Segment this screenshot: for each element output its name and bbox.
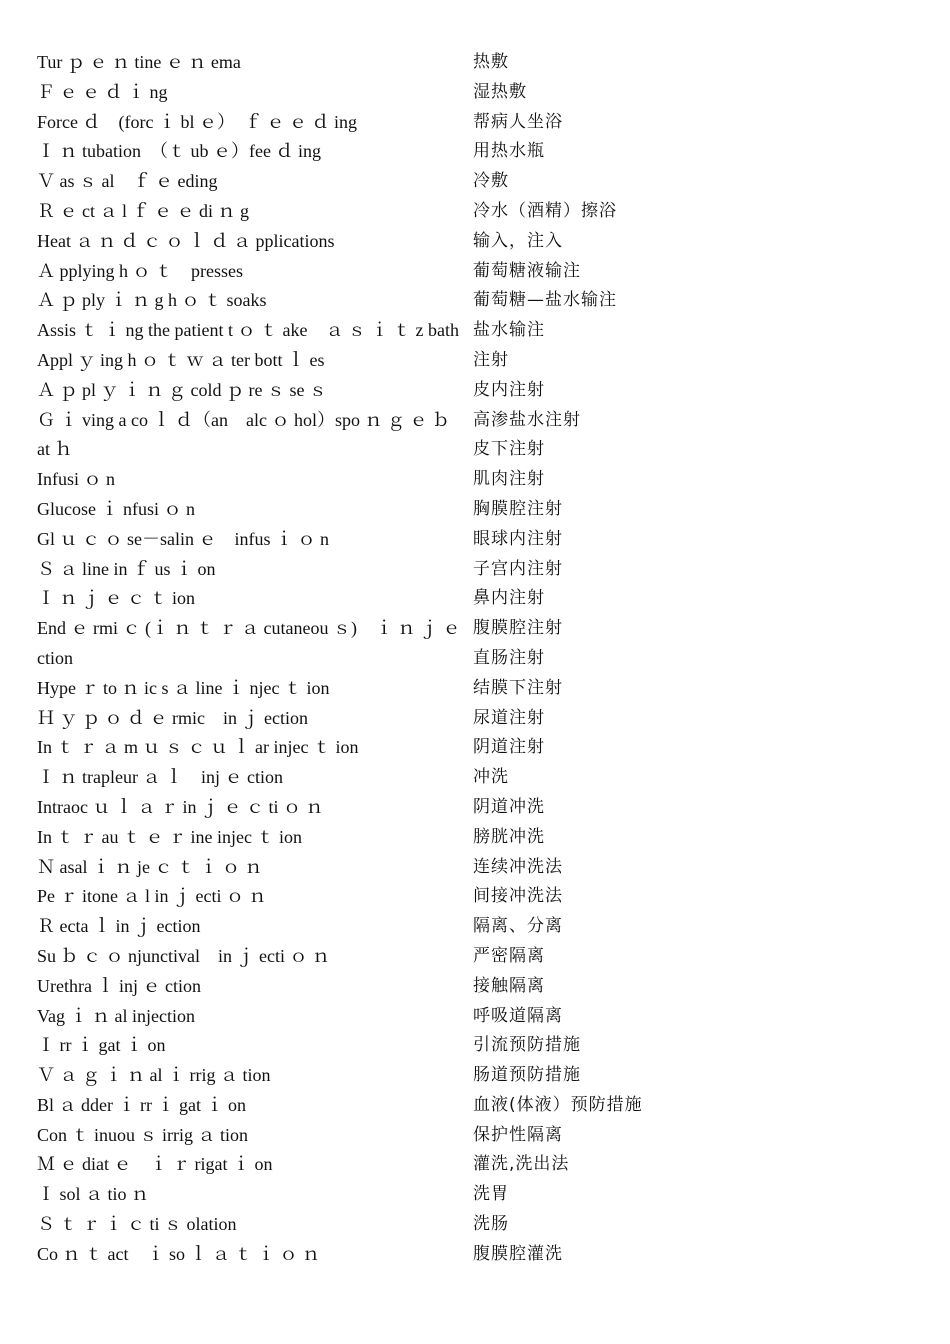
chinese-term-line: 肌肉注射: [473, 469, 545, 490]
english-term-line: Ａ ｐ ply ｉ ｎ g h ｏ ｔ soaks: [37, 290, 267, 311]
english-term-line: Glucose ｉ nfusi ｏ n: [37, 498, 195, 519]
chinese-term-line: 血液(体液）预防措施: [473, 1094, 643, 1115]
english-term-line: In ｔ ｒ ａ m ｕ ｓ ｃ ｕ ｌ ar injec ｔ ion: [37, 737, 359, 758]
english-term-line: Ｎ asal ｉ ｎ je ｃ ｔ ｉ ｏ ｎ: [37, 856, 263, 877]
chinese-term-line: 高渗盐水注射: [473, 409, 581, 430]
chinese-term-line: 子宫内注射: [473, 558, 563, 579]
english-term-line: Ａ ｐ pl ｙ ｉ ｎ ｇ cold ｐ re ｓ se ｓ: [37, 379, 327, 400]
chinese-term-line: 呼吸道隔离: [473, 1005, 563, 1026]
chinese-term-line: 阴道冲洗: [473, 796, 545, 817]
english-term-line: Ｇ ｉ ving a co ｌ ｄ（an alc ｏ hol）spo ｎ ｇ ｅ ｂ: [37, 409, 450, 430]
chinese-term-line: 胸膜腔注射: [473, 498, 563, 519]
chinese-term-line: 葡萄糖—盐水输注: [473, 290, 617, 311]
chinese-term-line: 眼球内注射: [473, 528, 563, 549]
english-terms-column: [37, 48, 461, 1270]
english-term-line: Ｉ rr ｉ gat ｉ on: [37, 1035, 166, 1056]
english-term-line: Force ｄ (forc ｉ bl ｅ） ｆ ｅ ｅ ｄ ing: [37, 111, 357, 132]
chinese-term-line: 直肠注射: [473, 647, 545, 668]
english-term-line: Pe ｒ itone ａ l in ｊ ecti ｏ ｎ: [37, 886, 267, 907]
chinese-term-line: 盐水输注: [473, 320, 545, 341]
chinese-term-line: 连续冲洗法: [473, 856, 563, 877]
english-term-line: Assis ｔ ｉ ng the patient t ｏ ｔ ake ａ ｓ ｉ ｔ z bath: [37, 320, 459, 341]
english-term-line: ction: [37, 647, 73, 668]
english-term-line: Ｖ as ｓ al ｆ ｅ eding: [37, 171, 218, 192]
chinese-term-line: 阴道注射: [473, 737, 545, 758]
chinese-term-line: 冷水（酒精）擦浴: [473, 200, 617, 221]
chinese-term-line: 用热水瓶: [473, 141, 545, 162]
english-term-line: at ｈ: [37, 439, 73, 460]
english-term-line: Infusi ｏ n: [37, 469, 115, 490]
chinese-term-line: 结膜下注射: [473, 677, 563, 698]
english-term-line: Ｓ ａ line in ｆ us ｉ on: [37, 558, 216, 579]
chinese-term-line: 保护性隔离: [473, 1124, 563, 1145]
chinese-term-line: 隔离、分离: [473, 916, 563, 937]
english-term-line: Co ｎ ｔ act ｉ so ｌ ａ ｔ ｉ ｏ ｎ: [37, 1243, 320, 1264]
english-term-line: Ｖ ａ ｇ ｉ ｎ al ｉ rrig ａ tion: [37, 1065, 271, 1086]
english-term-line: Con ｔ inuou ｓ irrig ａ tion: [37, 1124, 248, 1145]
english-term-line: Ｈ ｙ ｐ ｏ ｄ ｅ rmic in ｊ ection: [37, 707, 308, 728]
chinese-term-line: 膀胱冲洗: [473, 826, 545, 847]
english-term-line: In ｔ ｒ au ｔ ｅ ｒ ine injec ｔ ion: [37, 826, 302, 847]
chinese-term-line: 间接冲洗法: [473, 886, 563, 907]
chinese-term-line: 冷敷: [473, 171, 509, 192]
english-term-line: Gl ｕ ｃ ｏ se－salin ｅ infus ｉ ｏ n: [37, 528, 329, 549]
english-term-line: Ｓ ｔ ｒ ｉ ｃ ti ｓ olation: [37, 1214, 237, 1235]
chinese-term-line: 帮病人坐浴: [473, 111, 563, 132]
english-term-line: Ｆ ｅ ｅ ｄ ｉ ng: [37, 81, 168, 102]
chinese-term-line: 冲洗: [473, 767, 509, 788]
english-term-line: Su ｂ ｃ ｏ njunctival in ｊ ecti ｏ ｎ: [37, 945, 330, 966]
chinese-term-line: 皮内注射: [473, 379, 545, 400]
english-term-line: Tur ｐ ｅ ｎ tine ｅ ｎ ema: [37, 52, 241, 72]
chinese-term-line: 接触隔离: [473, 975, 545, 996]
chinese-term-line: 湿热敷: [473, 81, 527, 102]
chinese-term-line: 引流预防措施: [473, 1035, 581, 1056]
english-term-line: Ｉ sol ａ tio ｎ: [37, 1184, 150, 1205]
english-term-line: Ｉ ｎ tubation （ｔ ub ｅ）fee ｄ ing: [37, 141, 321, 162]
chinese-term-line: 腹膜腔注射: [473, 618, 563, 639]
english-term-line: Ｉ ｎ trapleur ａ ｌ inj ｅ ction: [37, 767, 283, 788]
chinese-term-line: 腹膜腔灌洗: [473, 1243, 563, 1264]
english-term-line: Ｒ ecta ｌ in ｊ ection: [37, 916, 201, 937]
english-term-line: Heat ａ ｎ ｄ ｃ ｏ ｌ ｄ ａ pplications: [37, 230, 335, 251]
chinese-term-line: 洗肠: [473, 1214, 509, 1235]
english-term-line: Urethra ｌ inj ｅ ction: [37, 975, 201, 996]
chinese-term-line: 皮下注射: [473, 439, 545, 460]
chinese-term-line: 葡萄糖液输注: [473, 260, 581, 281]
english-term-line: End ｅ rmi ｃ (ｉ ｎ ｔ ｒ ａ cutaneou ｓ) ｉ ｎ ｊ ｅ: [37, 618, 461, 639]
english-term-line: Intraoc ｕ ｌ ａ ｒ in ｊ ｅ ｃ ti ｏ ｎ: [37, 796, 324, 817]
chinese-term-line: 肠道预防措施: [473, 1065, 581, 1086]
chinese-terms-column: [473, 48, 873, 1270]
chinese-term-line: 严密隔离: [473, 945, 545, 966]
english-term-line: Ｉ ｎ ｊ ｅ ｃ ｔ ion: [37, 588, 196, 609]
english-term-line: Vag ｉ ｎ al injection: [37, 1005, 195, 1026]
chinese-term-line: 鼻内注射: [473, 588, 545, 609]
english-term-line: Ｒ ｅ ct ａ l ｆ ｅ ｅ di ｎ g: [37, 200, 249, 221]
chinese-term-line: 热敷: [473, 52, 509, 72]
chinese-term-line: 输入，注入: [473, 230, 563, 251]
english-term-line: Ａ pplying h ｏ ｔ presses: [37, 260, 243, 281]
chinese-term-line: 洗胃: [473, 1184, 509, 1205]
english-term-line: Ｍ ｅ diat ｅ ｉ ｒ rigat ｉ on: [37, 1154, 273, 1175]
english-term-line: Appl ｙ ing h ｏ ｔ ｗ ａ ter bott ｌ es: [37, 349, 325, 370]
chinese-term-line: 注射: [473, 349, 509, 370]
chinese-term-line: 灌洗,洗出法: [473, 1154, 570, 1175]
english-term-line: Bl ａ dder ｉ rr ｉ gat ｉ on: [37, 1094, 246, 1115]
english-term-line: Hype ｒ to ｎ ic s ａ line ｉ njec ｔ ion: [37, 677, 330, 698]
chinese-term-line: 尿道注射: [473, 707, 545, 728]
